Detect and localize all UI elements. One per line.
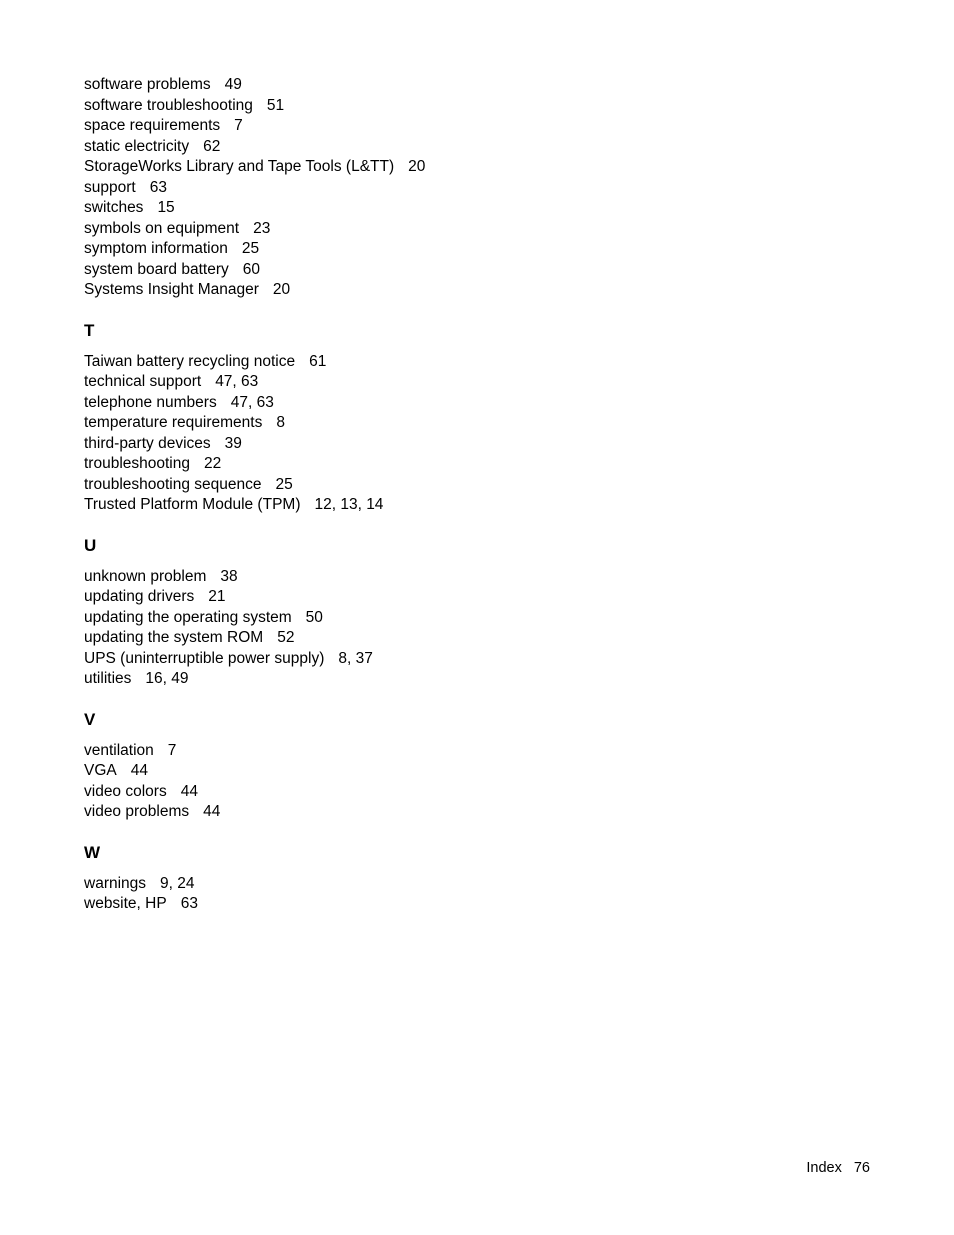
index-entry <box>84 608 644 629</box>
index-term: switches <box>84 199 144 216</box>
index-entry <box>84 198 644 219</box>
index-pages[interactable]: 50 <box>305 608 323 626</box>
index-pages[interactable]: 44 <box>180 782 198 800</box>
index-term: website, HP <box>84 895 167 912</box>
index-term: software troubleshooting <box>84 96 253 114</box>
index-term: updating the system ROM <box>84 629 264 646</box>
index-entry <box>84 434 644 455</box>
index-section-u <box>84 535 644 690</box>
index-pages[interactable]: 8 <box>276 414 285 431</box>
section-letter-heading: W <box>84 842 101 862</box>
index-entry <box>84 96 644 117</box>
footer-section-label: Index <box>806 1160 842 1176</box>
index-pages[interactable]: 20 <box>408 158 426 175</box>
index-entry <box>84 372 644 393</box>
index-pages[interactable]: 51 <box>266 96 285 114</box>
index-pages[interactable]: 8, 37 <box>338 649 373 667</box>
index-term: static electricity <box>84 137 190 155</box>
footer-page-number: 76 <box>853 1160 870 1176</box>
index-entry <box>84 669 644 690</box>
index-entry <box>84 495 644 516</box>
index-entry <box>84 393 644 414</box>
index-term: utilities <box>84 670 132 687</box>
index-entry <box>84 454 644 475</box>
index-term: UPS (uninterruptible power supply) <box>84 649 325 667</box>
index-pages[interactable]: 63 <box>180 895 198 912</box>
index-entry <box>84 260 644 281</box>
index-entry <box>84 587 644 608</box>
index-term: system board battery <box>84 260 229 278</box>
index-pages[interactable]: 44 <box>203 803 221 820</box>
index-entry <box>84 761 644 782</box>
index-term: warnings <box>84 874 147 892</box>
index-entry <box>84 894 644 915</box>
section-letter-heading: U <box>84 535 97 555</box>
index-term: Trusted Platform Module (TPM) <box>84 496 301 513</box>
index-term: third-party devices <box>84 434 211 452</box>
index-entry <box>84 239 644 260</box>
index-pages[interactable]: 12, 13, 14 <box>314 496 384 513</box>
index-pages[interactable]: 44 <box>130 762 148 779</box>
index-pages[interactable]: 49 <box>224 76 242 93</box>
index-term: updating the operating system <box>84 608 292 626</box>
index-pages[interactable]: 9, 24 <box>160 874 195 892</box>
index-term: technical support <box>84 373 202 390</box>
index-entry <box>84 116 644 137</box>
index-term: troubleshooting sequence <box>84 475 262 493</box>
index-entry <box>84 352 644 373</box>
index-entry <box>84 137 644 158</box>
index-entry <box>84 475 644 496</box>
index-entry <box>84 649 644 670</box>
index-pages[interactable]: 63 <box>149 178 167 196</box>
index-pages[interactable]: 60 <box>242 260 260 278</box>
index-pages[interactable]: 25 <box>275 475 293 493</box>
index-entry <box>84 219 644 240</box>
index-entry <box>84 874 644 895</box>
index-term: space requirements <box>84 117 221 134</box>
index-entry <box>84 741 644 762</box>
index-entry <box>84 413 644 434</box>
index-pages[interactable]: 16, 49 <box>145 670 189 687</box>
index-pages[interactable]: 38 <box>220 567 238 585</box>
index-pages[interactable]: 21 <box>208 588 226 605</box>
index-term: temperature requirements <box>84 414 263 431</box>
index-entry <box>84 782 644 803</box>
index-term: support <box>84 178 136 196</box>
index-term: updating drivers <box>84 588 195 605</box>
index-term: Systems Insight Manager <box>84 281 259 298</box>
index-section-w <box>84 842 644 915</box>
index-section-s <box>84 75 644 301</box>
index-term: symptom information <box>84 240 228 257</box>
index-entry <box>84 157 644 178</box>
index-pages[interactable]: 22 <box>204 455 222 472</box>
index-pages[interactable]: 47, 63 <box>215 373 259 390</box>
index-pages[interactable]: 39 <box>224 434 242 452</box>
index-term: video problems <box>84 803 190 820</box>
index-pages[interactable]: 15 <box>157 199 175 216</box>
index-term: video colors <box>84 782 167 800</box>
index-term: symbols on equipment <box>84 219 240 237</box>
index-pages[interactable]: 25 <box>241 240 260 257</box>
index-section-t <box>84 320 644 516</box>
index-section-v <box>84 709 644 823</box>
index-entry <box>84 178 644 199</box>
index-term: unknown problem <box>84 567 207 585</box>
index-entry <box>84 280 644 301</box>
index-pages[interactable]: 47, 63 <box>230 393 274 411</box>
index-term: Taiwan battery recycling notice <box>84 352 296 370</box>
index-term: telephone numbers <box>84 393 217 411</box>
index-term: troubleshooting <box>84 455 190 472</box>
index-pages[interactable]: 61 <box>309 352 327 370</box>
index-term: StorageWorks Library and Tape Tools (L&TT) <box>84 158 395 175</box>
section-letter-heading: T <box>84 320 95 340</box>
index-entry <box>84 567 644 588</box>
index-term: VGA <box>84 762 117 779</box>
index-pages[interactable]: 7 <box>167 741 177 759</box>
index-entry <box>84 75 644 96</box>
index-pages[interactable]: 23 <box>253 219 271 237</box>
index-entry <box>84 802 644 823</box>
index-pages[interactable]: 7 <box>234 117 243 134</box>
section-letter-heading: V <box>84 709 96 729</box>
index-pages[interactable]: 52 <box>277 629 295 646</box>
page-footer <box>806 1158 870 1178</box>
index-pages[interactable]: 62 <box>203 137 221 155</box>
index-column <box>84 75 644 915</box>
index-term: software problems <box>84 76 211 93</box>
index-pages[interactable]: 20 <box>272 281 291 298</box>
index-entry <box>84 628 644 649</box>
index-term: ventilation <box>84 741 154 759</box>
